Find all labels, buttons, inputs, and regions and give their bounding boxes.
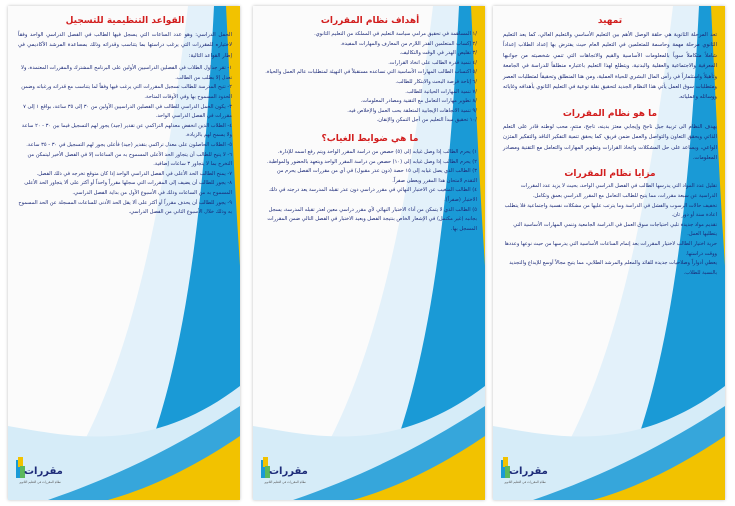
list-item: ٩- يجوز للطالب أن يحذف مقرراً أو أكثر على ألا يقل الحد الأدنى للساعات المسجلة عن الحد المسموح به وذلك خلال الأسبوع الثاني من الفصل الدراسي. (18, 199, 232, 216)
logo-subtitle: نظام المقررات في التعليم الثانوي (264, 480, 306, 484)
absence-rules-list (263, 148, 477, 234)
list-item: ٥- الطلاب الحاصلون على معدل تراكمي بتقدير (جيد) فأعلى يجوز لهم التسجيل في ٣٠ - ٣٥ ساعة. (26, 141, 232, 148)
list-item: تقديم مواد جديدة تلبي احتياجات سوق العمل في الدراسة الجامعية وتنمي المهارات الأساسية التي يتطلبها العمل. (513, 221, 717, 238)
logo-subtitle: نظام المقررات في التعليم الثانوي (504, 480, 546, 484)
list-item: تقليل عدد المواد التي يدرسها الطالب في الفصل الدراسي الواحد، بحيث لا يزيد عدد المقررات الدراسية عن سبعة مقررات، مما يتيح للطالب التعامل مع المقرر الدراسي بعمق وتكامل. (520, 183, 717, 200)
mqarrat-logo (261, 454, 307, 488)
list-item: ٤- الطلاب الذين انخفض معدلهم التراكمي عن تقدير (جيد) يجوز لهم التسجيل فيما بين ٣٠ - ٢٠ ساعة ولا يسمح لهم بالزيادة. (21, 122, 232, 139)
list-item: /١٠ تحقيق مبدأ التعليم من أجل التمكن والإتقان. (376, 117, 477, 124)
features-heading: مزايا نظام المقررات (564, 169, 656, 180)
logo-subtitle: نظام المقررات في التعليم الثانوي (19, 480, 61, 484)
panel-right (493, 6, 725, 500)
list-item: تخفيف حالات الرسوب والفشل في الدراسة وما يترتب عليها من مشكلات نفسية واجتماعية فلا يتطلب اعادة سنة أو دور ثان. (504, 202, 717, 219)
list-item: ٢- تتيح المدرسة للطالب تسجيل المقررات التي يرغب فيها وفقاً لما يتناسب مع قدراته ورغباته وضمن الحدود المسموح بها وفي الأوقات المتاحة. (21, 84, 232, 100)
list-item: ٥) الطالب الذي لا يتمكن من أداء الاختبار النهائي لأي مقرر دراسي معين لعذر تقبله المدرسة، يسجل بجانبه (غير مكتمل) في الإشعار الخاص بنتيجة الفصل ويعيد الاختبار في الفصل التالي ضمن المقررات المسجل بها. (267, 206, 477, 232)
list-item: ١) يحرم الطالب إذا وصل غيابه إلى (٥) حصص من دراسة المقرر الواحد ويتم رفع اسمه للإدارة. (277, 148, 477, 155)
about-paragraph: يهدف النظام الى تربية جيل ناجح وإيجابي معتز بدينه، ناجح، منتمٍ، محب لوطنه قادر على التعلم الذاتي ويحقق التعاون والتواصل والعمل ضمن فريق، كما يحقق تنمية التفكير الناقد والتفكير المتزن الواعي، ويساعد على حل المشكلات واتخاذ القرارات وتطوير المهارات والتعامل مع التقنية ومصادر المعلومات. (503, 123, 717, 162)
list-item: /٧ تنمية المهارات الحياتية للطالب. (405, 88, 477, 95)
mqarrat-logo (501, 454, 547, 488)
registration-rules-list (18, 64, 232, 218)
intro-heading: تمهيد (597, 16, 623, 26)
list-item: ٣- يكون الحمل الدراسي للطالب في الفصلين الدراسيين الأولين من ٣٠ إلى ٣٥ ساعة، بواقع ١ إلى ٧ مقررات في الفصل الدراسي الواحد. (23, 103, 232, 120)
goals-heading: أهداف نظام المقررات (320, 16, 420, 26)
list-item: /٢ إكساب المتعلمين القدر اللازم من المعارف والمهارات المفيدة. (340, 40, 477, 47)
logo-name: مقررات (269, 466, 308, 477)
intro-paragraph: تعد المرحلة الثانوية هي حلقة الوصل الأهم بين التعليم الأساسي والتعليم العالي، كما يعد التعليم الثانوي مرحلة مهمة وحاسمة للمتعلمين في التعليم العام حيث يفترض بها إعداد الطلاب إعداداً شاملاً متكاملاً سوياً بالمعلومات الأساسية والقيم والاتجاهات التي تنمي شخصيته من جوانبها المعرفية والاجتماعية والعقلية والبدنية، ويتطلع لهذا التعليم باعتباره منطلقاً للدراسة في الجامعة وتأهيلاً واستثماراً في رأس المال البشري للحياة العملية، ومن هنا المنطلق وتحقيقاً لمتطلبات العصر ومتطلبات سوق العمل يأتي هذا النظام الجديد لتحقيق نقلة نوعية في التعليم الثانوي بأهدافه وغاياته ووسائله وعملياته. (503, 32, 717, 101)
list-item: يعطي أدواراً وصلاحيات جديدة للقائد والمعلم والمرشد الطلابي، مما يتيح مجالاً أوسع للإبداع والتجديد بالنسبة للطلاب. (509, 260, 717, 276)
list-item: ١- تقر جداول الطلاب في الفصلين الدراسيين الأولين على البرنامج المشترك والمقررات المعتمدة، ولا تعدل إلا بطلب من الطالب. (21, 65, 232, 81)
list-item: /٨ تطوير مهارات التعامل مع التقنية ومصادر المعلومات. (360, 98, 477, 105)
list-item: /٤ تنمية قدرة الطالب على اتخاذ القرارات. (388, 59, 477, 66)
about-heading: ما هو نظام المقررات (562, 108, 658, 119)
features-list (503, 182, 717, 278)
list-item: /٦ إتاحة فرصة البحث والابتكار للطالب. (395, 78, 477, 85)
list-item: /٥ اكتساب الطالب المهارات الأساسية التي تساعده مستقبلاً في التهيئة لمتطلبات عالم العمل والحياة. (265, 69, 477, 76)
absence-heading: ما هي ضوابط الغياب؟ (321, 133, 419, 144)
list-item: ٧- يمنح الطالب الحد الأعلى في الفصل الدراسي الواحد إذا كان متوقع تخرجه في ذلك الفصل. (36, 170, 232, 177)
registration-heading: القواعد التنظيمية للتسجيل (65, 16, 185, 26)
list-item: ٤) الطالب المتغيب عن الاختبار النهائي في مقرر دراسي دون عذر تقبله المدرسة يعد درجته في ذلك الاختبار (صفراً). (269, 187, 477, 203)
mqarrat-logo (16, 454, 62, 488)
list-item: ٦- لا يتيح للطالب أن يتجاوز الحد الأعلى المسموح به من الساعات إلا في الفصل الأخير ليتمكن من التخرج بما لا يتجاوز ٣ ساعات إضافية. (27, 151, 232, 168)
list-item: ٣) الطالب الذي يصل غيابه إلى ١٥ حصة (دون عذر مقبول) في أي من مقررات الفصل يحرم من التقدم لامتحان هذا المقرر ويعطى صفراً. (276, 168, 477, 184)
list-item: /١ المساهمة في تحقيق مرامي سياسة التعليم في المملكة من التعليم الثانوي. (314, 31, 477, 37)
list-item: ٨- يجوز للطالب أن يضيف إلى المقررات التي سجلها مقرراً واحداً أو أكثر على ألا يتجاوز الحد الأعلى المسموح به من الساعات وذلك في الأسبوع الأول من بداية الفصل الدراسي. (24, 180, 232, 196)
panel-left (8, 6, 240, 500)
goals-list (263, 30, 477, 126)
panel-middle (253, 6, 485, 500)
list-item: /٣ تقليص الهدر في الوقت والتكاليف. (399, 50, 477, 57)
list-item: ٢) يحرم الطالب إذا وصل غيابه إلى (١٠) حصص من دراسة المقرر الواحد ويتعهد بالحضور والمواظبة. (267, 158, 477, 165)
list-item: /٩ تنمية الاتجاهات الإيجابية المتعلقة بحب العمل والإخلاص فيه. (347, 107, 477, 114)
logo-name: مقررات (509, 466, 548, 477)
logo-name: مقررات (24, 466, 63, 477)
registration-intro: الحمل الدراسي: وهو عدد الساعات التي يسجل فيها الطالب في الفصل الدراسي الواحد وفقاً لاختياره للمقررات التي يرغب دراستها بما يتناسب وقدراته وذلك بمساعدة المرشد الأكاديمي في إطار القواعد التالية: (18, 32, 232, 59)
list-item: حرية اختيار الطالب لاختيار المقررات بعد إتمام الساعات الأساسية التي يدرسها من حيث نوعها وعددها ووقت دراستها. (504, 241, 717, 257)
